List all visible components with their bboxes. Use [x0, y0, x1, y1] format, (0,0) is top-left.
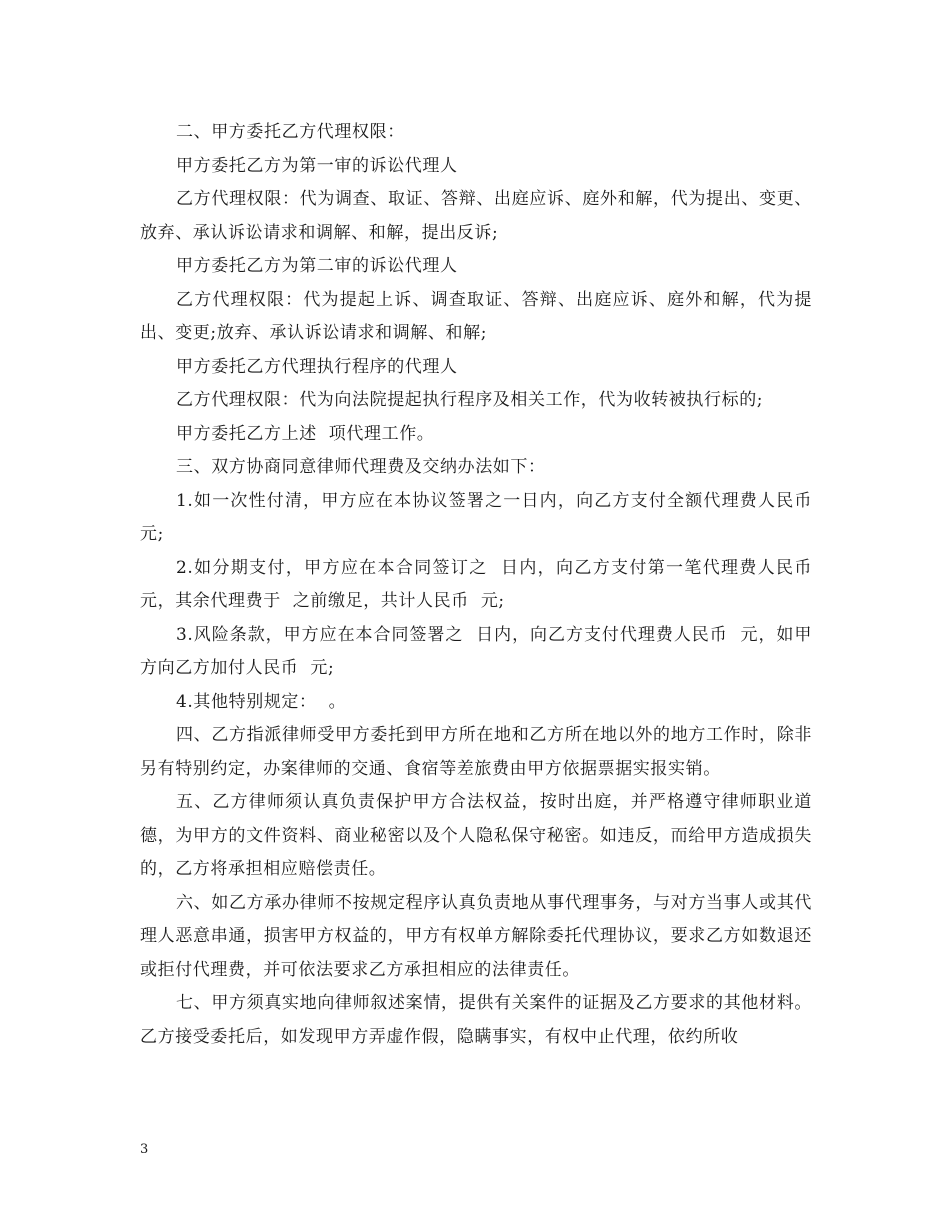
paragraph: 甲方委托乙方为第二审的诉讼代理人 — [176, 256, 458, 276]
paragraph: 二、甲方委托乙方代理权限： — [176, 122, 405, 142]
paragraph: 六、如乙方承办律师不按规定程序认真负责地从事代理事务，与对方当事人或其代理人恶意串通，损害甲方权益的，甲方有权单方解除委托代理协议，要求乙方如数退还或拒付代理费，并可依法要求乙方承担相应的法律责任。 — [140, 892, 812, 980]
paragraph: 乙方代理权限：代为提起上诉、调查取证、答辩、出庭应诉、庭外和解，代为提出、变更;放弃、承认诉讼请求和调解、和解; — [140, 289, 812, 343]
paragraph: 4.其他特别规定： 。 — [176, 691, 347, 712]
paragraph: 四、乙方指派律师受甲方委托到甲方所在地和乙方所在地以外的地方工作时，除非另有特别约定，办案律师的交通、食宿等差旅费由甲方依据票据实报实销。 — [140, 725, 812, 779]
paragraph: 3.风险条款，甲方应在本合同签署之 日内，向乙方支付代理费人民币 元，如甲方向乙方加付人民币 元; — [140, 624, 812, 678]
paragraph: 三、双方协商同意律师代理费及交纳办法如下： — [176, 457, 546, 477]
paragraph: 七、甲方须真实地向律师叙述案情，提供有关案件的证据及乙方要求的其他材料。乙方接受委托后，如发现甲方弄虚作假，隐瞒事实，有权中止代理，依约所收 — [140, 993, 812, 1047]
paragraph: 甲方委托乙方代理执行程序的代理人 — [176, 356, 458, 377]
paragraph: 乙方代理权限：代为向法院提起执行程序及相关工作，代为收转被执行标的; — [176, 390, 764, 410]
document-body — [140, 116, 825, 1054]
paragraph: 甲方委托乙方上述 项代理工作。 — [176, 423, 435, 444]
paragraph: 2.如分期支付，甲方应在本合同签订之 日内，向乙方支付第一笔代理费人民币 元，其余代理费于 之前缴足，共计人民币 元; — [140, 557, 825, 611]
page-number: 3 — [140, 1142, 149, 1157]
paragraph: 1.如一次性付清，甲方应在本协议签署之一日内，向乙方支付全额代理费人民币 元; — [140, 490, 825, 544]
paragraph: 五、乙方律师须认真负责保护甲方合法权益，按时出庭，并严格遵守律师职业道德，为甲方的文件资料、商业秘密以及个人隐私保守秘密。如违反，而给甲方造成损失的，乙方将承担相应赔偿责任。 — [140, 792, 812, 879]
paragraph: 乙方代理权限：代为调查、取证、答辩、出庭应诉、庭外和解，代为提出、变更、放弃、承认诉讼请求和调解、和解，提出反诉; — [140, 189, 812, 243]
paragraph: 甲方委托乙方为第一审的诉讼代理人 — [176, 155, 458, 176]
